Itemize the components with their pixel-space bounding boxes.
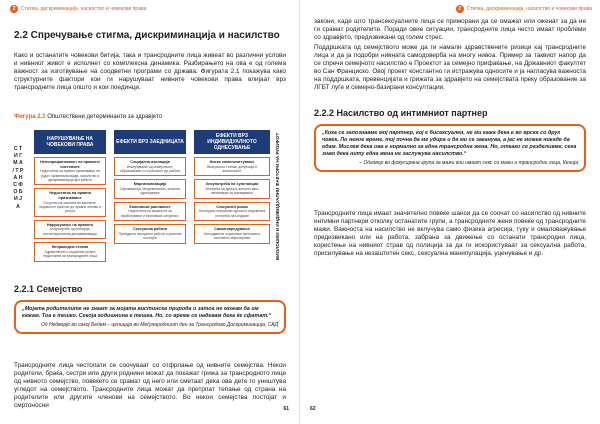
running-head-right [456, 4, 592, 13]
figure-caption [14, 114, 162, 120]
running-head-text: Стигма, дискриминација, насилство и човекови права [466, 5, 592, 12]
column-1-box: Неправедна стигма Здравствени и социјални услуги недостапни за трансродните лица [34, 242, 106, 261]
figure-number: Фигура 2.1 [14, 114, 46, 120]
section-title: 2.2 Спречување стигма, дискриминација и насилство [14, 30, 280, 41]
subsection-title-family: 2.2.1 Семејство [14, 284, 83, 294]
column-2-box: Сексуална работа Принудена сексуална работа и ризични состојби [114, 224, 186, 243]
running-head-text: Стигма, дискриминација, насилство и човекови права [21, 5, 147, 12]
column-2-box: Економска ранливост Недостаток на можности за вработување и економска сигурност [114, 202, 186, 221]
column-2-header: ЕФЕКТИ ВРЗ ЗАЕДНИЦАТА [114, 130, 186, 154]
right-page [300, 0, 600, 424]
ipv-quote-box [314, 124, 586, 172]
column-3-box: Сексуален ризик Несигурни сексуални односи и недоволна употреба на кондоми [194, 202, 270, 221]
page-number-left: 61 [283, 406, 289, 412]
page-number-right: 62 [310, 406, 316, 412]
figure-column-3 [194, 130, 270, 244]
quote-text: „Мојата родителите не знаат за мојата вистинска природа и затоа не можам да им кажам. Тоа е тешко. Секоја годишнина е тешка. Но, со време се надевам дека ќе сфатат.“ [22, 306, 272, 319]
column-2-box: Маргинализација Сиромаштија, бездомништво, ризично однесување [114, 179, 186, 198]
column-2-box: Социјална изолација Исклучување од семејството, образованието и пристапот до работа [114, 157, 186, 176]
ipv-paragraph: Трансродните лица имаат значително повеќе шанси да се соочат со насилство од нивните интимни партнери отколку останатите групи, а трансродните жени повеќе од трансродните мажи. Важноста на насилство не вклучува само физика агресија, туку и омаловажување предизвикано или на работа, забрана за движење со останати трансродни лица, користење на нивниот страв од полиција за да ги искористуваат за сексуална работа, присилување на незаштитен секс, сексуална манипулација, уценување и др. [314, 210, 586, 257]
column-3-box: Злоупотреба на супстанции Употреба на дрога и алкохол како механизам за справување [194, 179, 270, 198]
family-quote-box [14, 300, 286, 334]
chapter-badge: 2 [456, 5, 464, 13]
support-paragraph: Поддршката од семејството може да ги намали здравствените ризици кај трансродните лица и да ја подобри нивната самодоверба на многу нивоа. Пример за таквиот напор да се спречи семејното насилство е Проектот за семејно прифаќање, на Државниот факултет во Сан Франциско. Овој проект константно ги истражува односите и ја нагласува важноста на поддршката, превенцијата и грижата за здравјето на семејствата преку образование за ЛГБТ луѓе и семејно-базирани консултации. [314, 44, 586, 91]
family-paragraph: Трансродните лица честопати се соочуваат со отфрлање од нивните семејства. Некои родители, браќа, сестри или други роднини можат да покажат грижа за трансродното лице од нивното семејство, повеќето се срамат од него или сметаат дека ова дете го уништува угледот на семејството. Трансродните лица можат да претрпат тепање од страна на родителите или другите членови на семејството. Во некои семејства постојат и смртоносни [14, 362, 286, 409]
chapter-badge: 2 [10, 5, 18, 13]
continued-paragraph: закони, каде што трансексуалните лица се приморани да се омажат или оженат за да не ги срамат родителите. Поради овие ситуации, трансродните лица често имаат проблеми со здравјето, предизвикани од голем стрес. [314, 18, 586, 41]
stigma-side-label: С Т И Г М А / Т Р А Н С Ф О Б И Ј А [12, 146, 24, 210]
quote-text: „Кога се запознавме мој партнер, кој е бисексуален, не ми кажа дека е во врска со друг човек. По некое време, тој почна да ме удира и да ми се заканува, а јас не можев никаде да одам. Мислев дека ова е нормално за една трансродна жена. Но, откако се разделивме, сега знам дека ниту една жена не заслужува насилство.“ [322, 130, 577, 157]
column-3-box: Ниско самопочитување Внатрешна стигма, депресија и анксиозност [194, 157, 270, 176]
figure-column-1 [34, 130, 106, 262]
running-head-left [10, 4, 146, 13]
figure-column-2 [114, 130, 186, 244]
quote-source: – Одговор во фокусирана група за мажи кои имаат секс со мажи и трансродни лица, Кенија [359, 160, 578, 166]
column-1-header: НАРУШУВАЊЕ НА ЧОВЕКОВИ ПРАВА [34, 130, 106, 154]
quote-source: Од Недворје во секој Бедем – цениција во Меѓународниот ден за Трансродово Дискриминација, САД [40, 322, 278, 328]
column-1-box: Недостаток на правна признавање Отсуство на заштита во законите, недоволен пристап до правни лекови и услуги [34, 188, 106, 216]
column-3-box: Самоповредување Несоодветни хормонски третмани и сопствено инјектирање [194, 224, 270, 243]
intro-paragraph: Како и останатите човекови битија, така и трансродните лица живеат во различни услови и нивниот живот е исполнет со комплексна динамика. Разбирањето на ова е од голема важност за изготвување на соодветни програми со држава. Фигурата 2.1 покажува како структурните фактори кои ги нарушуваат нивните човекови права влијаат врз трансродните лица општо и кои поединци. [14, 52, 286, 91]
column-1-box: Нарушување на правото Злоупотреби од полиција, институционална дискриминација [34, 220, 106, 239]
column-3-header: ЕФЕКТИ ВРЗ ИНДИВИДУАЛНОТО ОДНЕСУВАЊЕ [194, 130, 270, 154]
vertical-factor-label: БИОЛОШКИ И ИНДИВИДУАЛНИ ФАКТОРИ НА РИЗИКОТ [275, 132, 280, 260]
figure-caption-text: Општествени детерминанти за здравјето [47, 114, 162, 120]
subsection-title-ipv: 2.2.2 Насилство од интимниот партнер [314, 108, 488, 118]
column-1-box: Непоприфатливост на правото/ системите Недостаток на правно признавање на родот, криминализација, насилство и дискриминација врз работа [34, 157, 106, 185]
